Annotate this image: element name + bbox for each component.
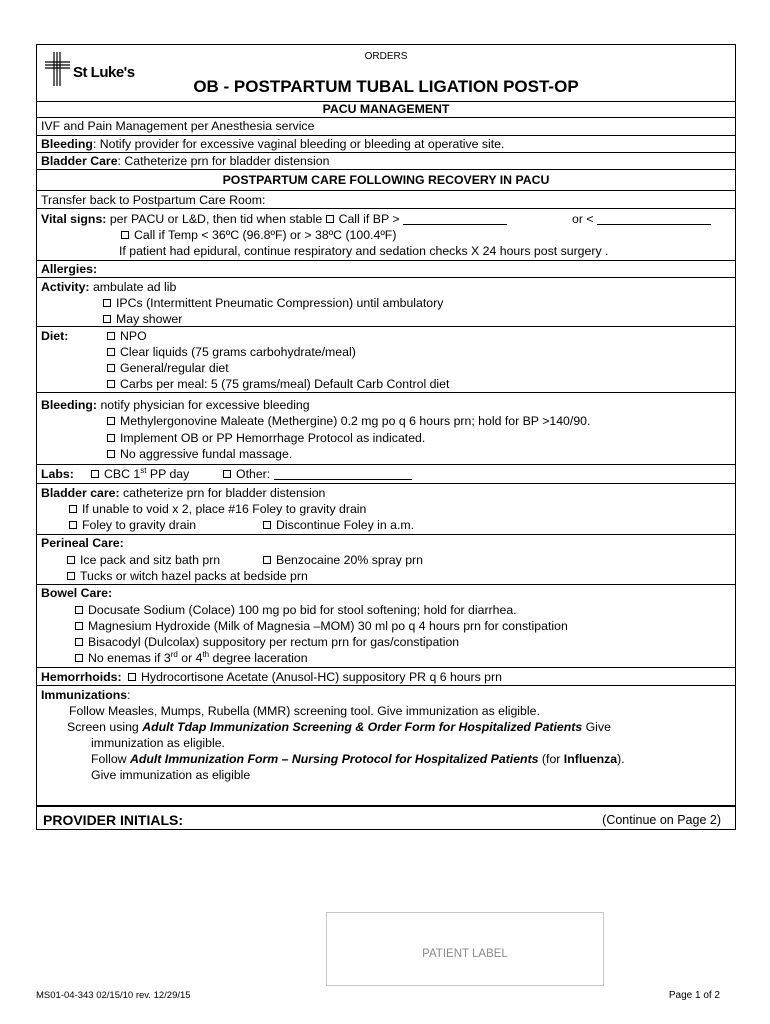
perineal-label: Perineal Care:: [41, 536, 124, 550]
carbs-text: Carbs per meal: 5 (75 grams/meal) Default Carb Control diet: [120, 377, 450, 391]
carbs-checkbox[interactable]: [107, 380, 115, 388]
docusate-checkbox[interactable]: [75, 606, 83, 614]
give-immunization-text: Give immunization as eligible: [91, 768, 251, 782]
labs-row: [37, 465, 735, 484]
hemorrhoids-row: [37, 668, 735, 686]
adult-form-name: Adult Immunization Form – Nursing Protocol for Hospitalized Patients: [129, 752, 539, 766]
no-enemas-text-c: degree laceration: [209, 651, 308, 665]
other-lab-text: Other:: [236, 467, 271, 481]
unable-void-text: If unable to void x 2, place #16 Foley to gravity drain: [82, 502, 367, 516]
shower-checkbox[interactable]: [103, 315, 111, 323]
fundal-massage-text: No aggressive fundal massage.: [120, 447, 293, 461]
adult-form-text-c: (for: [538, 752, 564, 766]
pacu-ivf-row: [37, 118, 735, 136]
pacu-bladder-row: [37, 153, 735, 170]
benzocaine-text: Benzocaine 20% spray prn: [276, 553, 423, 567]
methergine-checkbox[interactable]: [107, 417, 115, 425]
provider-initials-label: PROVIDER INITIALS:: [43, 812, 184, 828]
bleeding-text: : Notify provider for excessive vaginal bleeding or bleeding at operative site.: [92, 137, 505, 151]
cbc-text: CBC 1: [104, 467, 141, 481]
clear-liquids-text: Clear liquids (75 grams carbohydrate/meal): [120, 345, 356, 359]
bleeding-section-label: Bleeding:: [41, 398, 98, 412]
activity-text: ambulate ad lib: [92, 280, 177, 294]
general-diet-text: General/regular diet: [120, 361, 229, 375]
no-enemas-checkbox[interactable]: [75, 654, 83, 662]
clear-liquids-checkbox[interactable]: [107, 348, 115, 356]
diet-label: Diet:: [41, 329, 69, 343]
epidural-text: If patient had epidural, continue respiratory and sedation checks X 24 hours post surgery .: [119, 244, 609, 258]
postpartum-heading: POSTPARTUM CARE FOLLOWING RECOVERY IN PACU: [37, 170, 735, 191]
benzocaine-checkbox[interactable]: [263, 556, 271, 564]
discontinue-foley-text: Discontinue Foley in a.m.: [276, 518, 415, 532]
npo-text: NPO: [120, 329, 147, 343]
hemorrhoids-label: Hemorrhoids:: [41, 670, 122, 684]
foley-text: Foley to gravity drain: [82, 518, 197, 532]
tdap-text-c: Give: [582, 720, 611, 734]
ice-pack-text: Ice pack and sitz bath prn: [80, 553, 221, 567]
tucks-text: Tucks or witch hazel packs at bedside prn: [80, 569, 308, 583]
mmr-text: Follow Measles, Mumps, Rubella (MMR) screening tool. Give immunization as eligible.: [69, 704, 540, 718]
bleeding-row: [37, 397, 735, 465]
bladder-care-text: catheterize prn for bladder distension: [123, 486, 326, 500]
tdap-form-name: Adult Tdap Immunization Screening & Order Form for Hospitalized Patients: [142, 720, 583, 734]
call-temp-checkbox[interactable]: [121, 231, 129, 239]
bladder-care-label: Bladder care:: [41, 486, 120, 500]
ipcs-text: IPCs (Intermittent Pneumatic Compression) until ambulatory: [116, 296, 444, 310]
pacu-heading: PACU MANAGEMENT: [37, 101, 735, 118]
allergies-row: [37, 261, 735, 278]
bladder-text: : Catheterize prn for bladder distension: [117, 154, 330, 168]
form-header: [37, 45, 735, 102]
bowel-care-row: [37, 585, 735, 668]
tucks-checkbox[interactable]: [67, 572, 75, 580]
cbc-sup: st: [140, 465, 147, 475]
immunizations-colon: :: [127, 688, 131, 702]
orders-label: ORDERS: [364, 51, 408, 62]
bowel-care-label: Bowel Care:: [41, 586, 113, 600]
hemorrhage-protocol-text: Implement OB or PP Hemorrhage Protocol as indicated.: [120, 431, 426, 445]
tdap-text-a: Screen using: [67, 720, 143, 734]
docusate-text: Docusate Sodium (Colace) 100 mg po bid for stool softening; hold for diarrhea.: [88, 603, 517, 617]
foley-checkbox[interactable]: [69, 521, 77, 529]
perineal-row: [37, 535, 735, 585]
no-enemas-text-b: or 4: [177, 651, 203, 665]
form-code: MS01-04-343 02/15/10 rev. 12/29/15: [36, 990, 191, 1001]
magnesium-checkbox[interactable]: [75, 622, 83, 630]
order-form: [36, 44, 736, 830]
bladder-label: Bladder Care: [41, 154, 118, 168]
activity-row: [37, 278, 735, 327]
call-bp-checkbox[interactable]: [326, 215, 334, 223]
ivf-text: IVF and Pain Management per Anesthesia service: [41, 119, 315, 133]
logo-text: St Luke's: [73, 64, 135, 81]
methergine-text: Methylergonovine Maleate (Methergine) 0.2 mg po q 6 hours prn; hold for BP >140/90.: [120, 414, 591, 428]
patient-label-box: [326, 912, 604, 986]
bleeding-label: Bleeding: [41, 137, 93, 151]
adult-form-text-a: Follow: [91, 752, 130, 766]
general-diet-checkbox[interactable]: [107, 364, 115, 372]
cbc-rest: PP day: [146, 467, 190, 481]
call-bp-text: Call if BP >: [338, 212, 400, 226]
tdap-text-d: immunization as eligible.: [91, 736, 225, 750]
no-enemas-text-a: No enemas if 3: [88, 651, 171, 665]
other-lab-checkbox[interactable]: [223, 470, 231, 478]
pacu-bleeding-row: [37, 136, 735, 153]
vital-signs-label: Vital signs:: [41, 212, 107, 226]
continue-text: (Continue on Page 2): [602, 813, 721, 827]
hemorrhage-protocol-checkbox[interactable]: [107, 434, 115, 442]
vital-signs-text: per PACU or L&D, then tid when stable: [109, 212, 323, 226]
bisacodyl-checkbox[interactable]: [75, 638, 83, 646]
provider-initials-row: [37, 805, 735, 830]
other-lab-field[interactable]: [274, 479, 412, 480]
immunizations-label: Immunizations: [41, 688, 128, 702]
ice-pack-checkbox[interactable]: [67, 556, 75, 564]
no-enemas-sup-1: rd: [170, 649, 178, 659]
transfer-text: Transfer back to Postpartum Care Room:: [41, 193, 266, 207]
bp-high-field[interactable]: [403, 224, 507, 225]
no-enemas-sup-2: th: [202, 649, 210, 659]
call-temp-text: Call if Temp < 36ºC (96.8ºF) or > 38ºC (100.4ºF): [134, 228, 397, 242]
magnesium-text: Magnesium Hydroxide (Milk of Magnesia –MOM) 30 ml po q 4 hours prn for constipation: [88, 619, 568, 633]
form-title: OB - POSTPARTUM TUBAL LIGATION POST-OP: [193, 77, 579, 96]
immunizations-row: [37, 686, 735, 804]
bladder-care-row: [37, 484, 735, 535]
allergies-label: Allergies:: [41, 262, 98, 276]
cbc-checkbox[interactable]: [91, 470, 99, 478]
patient-label-text: PATIENT LABEL: [422, 948, 508, 960]
shower-text: May shower: [116, 312, 183, 326]
bleeding-section-text: notify physician for excessive bleeding: [100, 398, 310, 412]
discontinue-foley-checkbox[interactable]: [263, 521, 271, 529]
bisacodyl-text: Bisacodyl (Dulcolax) suppository per rectum prn for gas/constipation: [88, 635, 460, 649]
diet-row: [37, 327, 735, 393]
fundal-massage-checkbox[interactable]: [107, 450, 115, 458]
vital-signs-row: [37, 209, 735, 261]
transfer-row: [37, 191, 735, 209]
unable-void-checkbox[interactable]: [69, 505, 77, 513]
labs-label: Labs:: [41, 467, 74, 481]
adult-form-text-e: ).: [617, 752, 625, 766]
hydrocortisone-text: Hydrocortisone Acetate (Anusol-HC) suppository PR q 6 hours prn: [141, 670, 502, 684]
npo-checkbox[interactable]: [107, 332, 115, 340]
page-number: Page 1 of 2: [668, 990, 720, 1001]
hydrocortisone-checkbox[interactable]: [128, 673, 136, 681]
or-less-text: or <: [572, 212, 594, 226]
influenza-text: Influenza: [563, 752, 618, 766]
activity-label: Activity:: [41, 280, 90, 294]
bp-low-field[interactable]: [597, 224, 711, 225]
ipcs-checkbox[interactable]: [103, 299, 111, 307]
